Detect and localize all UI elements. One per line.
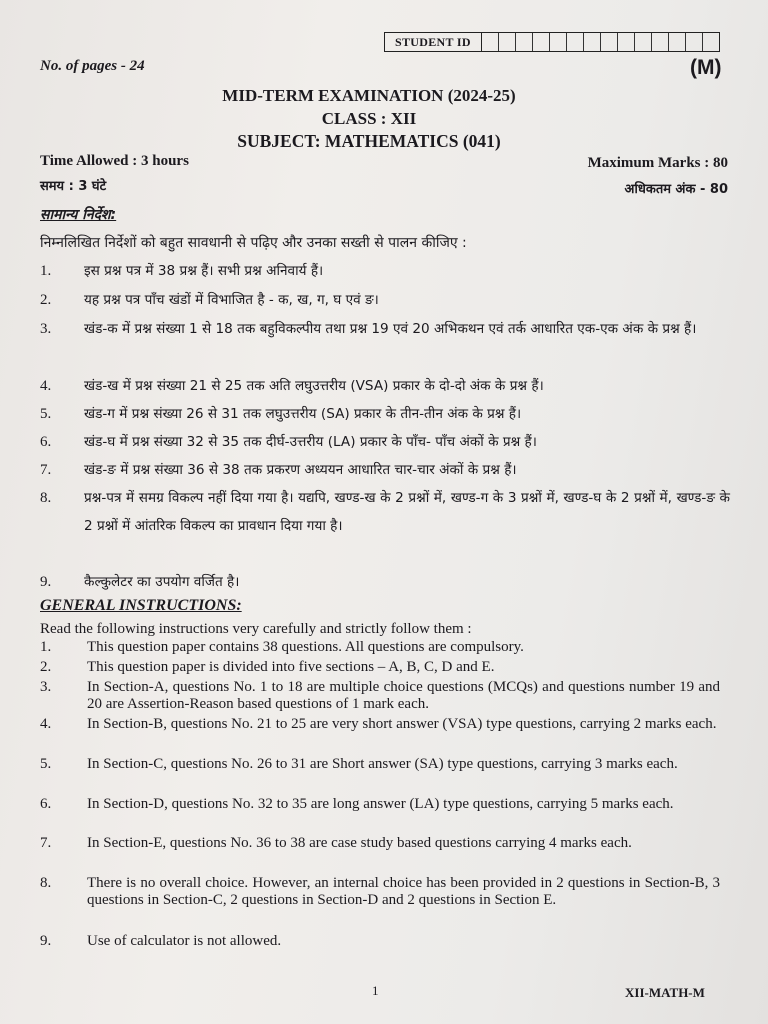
student-id-cell bbox=[482, 33, 499, 51]
item-text: There is no overall choice. However, an internal choice has been provided in 2 questions in Section-B, 3 questions in Section-C, 2 questions in Section-D and 2 questions in Section E. bbox=[87, 875, 720, 908]
page-count: No. of pages - 24 bbox=[40, 58, 145, 74]
item-text: प्रश्न-पत्र में समग्र विकल्प नहीं दिया गया है। यद्यपि, खण्ड-ख के 2 प्रश्नों में, खण्ड-ग के 3 प्रश्नों में, खण्ड-घ के 2 प्रश्नों में, खण्ड-ङ के 2 प्रश्नों में आंतरिक विकल्प का प्रावधान दिया गया है। bbox=[84, 490, 730, 534]
hindi-instructions-intro: निम्नलिखित निर्देशों को बहुत सावधानी से पढ़िए और उनका सख्ती से पालन कीजिए : bbox=[40, 235, 467, 251]
item-text: कैल्कुलेटर का उपयोग वर्जित है। bbox=[84, 574, 240, 590]
hindi-instruction-item bbox=[40, 372, 730, 400]
class-title: CLASS : XII bbox=[321, 109, 417, 128]
student-id-cell bbox=[601, 33, 618, 51]
student-id-cell bbox=[516, 33, 533, 51]
student-id-cell bbox=[567, 33, 584, 51]
item-text: इस प्रश्न पत्र में 38 प्रश्न हैं। सभी प्रश्न अनिवार्य हैं। bbox=[84, 263, 324, 279]
item-number: 4. bbox=[40, 716, 52, 732]
item-number: 6. bbox=[40, 796, 52, 812]
item-number: 3. bbox=[40, 679, 52, 695]
english-instructions-intro: Read the following instructions very carefully and strictly follow them : bbox=[40, 621, 472, 637]
hindi-instruction-item bbox=[40, 568, 730, 596]
english-instruction-item bbox=[40, 756, 720, 773]
english-instruction-item bbox=[40, 933, 720, 950]
hindi-instruction-item bbox=[40, 286, 730, 314]
item-number: 1. bbox=[40, 639, 52, 655]
english-instruction-item bbox=[40, 835, 720, 852]
item-text: खंड-घ में प्रश्न संख्या 32 से 35 तक दीर्घ-उत्तरीय (LA) प्रकार के पाँच- पाँच अंकों के प्रश्न हैं। bbox=[84, 434, 537, 450]
item-number: 4. bbox=[40, 378, 52, 394]
english-instruction-item bbox=[40, 639, 720, 656]
hindi-instruction-item bbox=[40, 257, 730, 285]
item-text: In Section-E, questions No. 36 to 38 are case study based questions carrying 4 marks each. bbox=[87, 835, 632, 851]
english-instruction-item bbox=[40, 716, 720, 733]
paper-code: XII-MATH-M bbox=[625, 985, 705, 1000]
english-instruction-item bbox=[40, 796, 720, 813]
item-number: 8. bbox=[40, 875, 52, 891]
item-number: 5. bbox=[40, 406, 52, 422]
item-number: 3. bbox=[40, 321, 52, 337]
exam-title: MID-TERM EXAMINATION (2024-25) bbox=[222, 86, 516, 105]
hindi-instruction-item bbox=[40, 315, 730, 343]
item-number: 9. bbox=[40, 933, 52, 949]
english-instruction-item bbox=[40, 875, 720, 908]
item-number: 7. bbox=[40, 462, 52, 478]
student-id-cell bbox=[669, 33, 686, 51]
item-number: 2. bbox=[40, 659, 52, 675]
hindi-instruction-item bbox=[40, 400, 730, 428]
item-text: खंड-क में प्रश्न संख्या 1 से 18 तक बहुविकल्पीय तथा प्रश्न 19 एवं 20 अभिकथन एवं तर्क आधारित एक-एक अंक के प्रश्न हैं। bbox=[84, 321, 697, 337]
student-id-cell bbox=[499, 33, 516, 51]
maximum-marks-hindi: अधिकतम अंक - 80 bbox=[624, 182, 728, 197]
student-id-box bbox=[384, 32, 720, 52]
item-text: In Section-A, questions No. 1 to 18 are multiple choice questions (MCQs) and questions number 19 and 20 are Assertion-Reason based questions of 1 mark each. bbox=[87, 679, 720, 712]
subject-title: SUBJECT: MATHEMATICS (041) bbox=[237, 131, 501, 151]
page-number: 1 bbox=[372, 983, 379, 998]
item-text: खंड-ख में प्रश्न संख्या 21 से 25 तक अति लघुउत्तरीय (VSA) प्रकार के दो-दो अंक के प्रश्न हैं। bbox=[84, 378, 544, 394]
item-number: 8. bbox=[40, 490, 52, 506]
item-text: खंड-ग में प्रश्न संख्या 26 से 31 तक लघुउत्तरीय (SA) प्रकार के तीन-तीन अंक के प्रश्न हैं। bbox=[84, 406, 522, 422]
student-id-cell bbox=[584, 33, 601, 51]
hindi-instruction-item bbox=[40, 484, 730, 540]
item-text: In Section-D, questions No. 32 to 35 are long answer (LA) type questions, carrying 5 marks each. bbox=[87, 796, 674, 812]
time-allowed-hindi: समय : 3 घंटे bbox=[40, 179, 107, 194]
student-id-cell bbox=[635, 33, 652, 51]
item-number: 5. bbox=[40, 756, 52, 772]
item-text: This question paper is divided into five sections – A, B, C, D and E. bbox=[87, 659, 495, 675]
item-text: In Section-C, questions No. 26 to 31 are Short answer (SA) type questions, carrying 3 marks each. bbox=[87, 756, 678, 772]
hindi-instruction-item bbox=[40, 428, 730, 456]
item-number: 2. bbox=[40, 292, 52, 308]
student-id-cell bbox=[703, 33, 719, 51]
student-id-label: STUDENT ID bbox=[385, 33, 482, 51]
item-text: In Section-B, questions No. 21 to 25 are very short answer (VSA) type questions, carrying 2 marks each. bbox=[87, 716, 717, 732]
english-instruction-item bbox=[40, 679, 720, 712]
item-text: यह प्रश्न पत्र पाँच खंडों में विभाजित है - क, ख, ग, घ एवं ङ। bbox=[84, 292, 379, 308]
student-id-cell bbox=[618, 33, 635, 51]
item-text: खंड-ङ में प्रश्न संख्या 36 से 38 तक प्रकरण अध्ययन आधारित चार-चार अंकों के प्रश्न हैं। bbox=[84, 462, 517, 478]
item-number: 1. bbox=[40, 263, 52, 279]
hindi-instructions-heading: सामान्य निर्देश: bbox=[40, 207, 117, 223]
student-id-cell bbox=[652, 33, 669, 51]
student-id-cell bbox=[550, 33, 567, 51]
hindi-instruction-item bbox=[40, 456, 730, 484]
item-text: This question paper contains 38 questions. All questions are compulsory. bbox=[87, 639, 524, 655]
english-instruction-item bbox=[40, 659, 720, 676]
set-code: (M) bbox=[690, 56, 722, 79]
item-text: Use of calculator is not allowed. bbox=[87, 933, 282, 949]
english-instructions-heading: GENERAL INSTRUCTIONS: bbox=[40, 597, 242, 614]
student-id-cell bbox=[533, 33, 550, 51]
time-allowed: Time Allowed : 3 hours bbox=[40, 153, 189, 169]
item-number: 7. bbox=[40, 835, 52, 851]
student-id-cell bbox=[686, 33, 703, 51]
item-number: 9. bbox=[40, 574, 52, 590]
item-number: 6. bbox=[40, 434, 52, 450]
maximum-marks: Maximum Marks : 80 bbox=[587, 155, 728, 171]
